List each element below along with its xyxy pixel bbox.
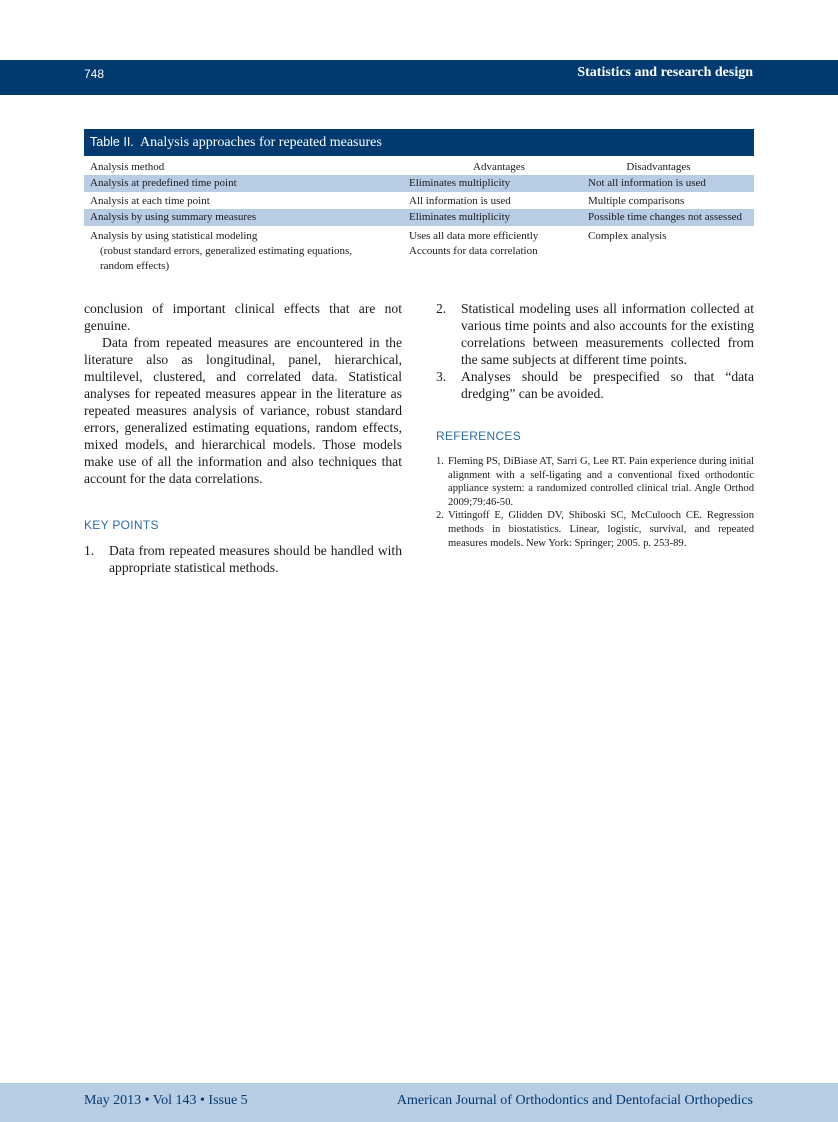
cell: random effects) bbox=[100, 260, 170, 272]
table-row bbox=[84, 209, 754, 226]
key-points-heading: KEY POINTS bbox=[84, 518, 159, 532]
section-title: Statistics and research design bbox=[577, 65, 753, 80]
cell: All information is used bbox=[409, 195, 511, 207]
paragraph: conclusion of important clinical effects that are not genuine. bbox=[84, 301, 402, 333]
table-title-bar bbox=[84, 129, 754, 156]
page-number: 748 bbox=[84, 67, 105, 81]
cell: Not all information is used bbox=[588, 177, 706, 189]
cell: Analysis by using summary measures bbox=[90, 211, 257, 223]
reference-text: Vittingoff E, Glidden DV, Shiboski SC, McCulooch CE. Regression methods in biostatistics. Linear, logistic, survival, and repeated measures models. New York: Springer; 2005. p. 253-89. bbox=[448, 510, 754, 549]
journal-name: American Journal of Orthodontics and Dentofacial Orthopedics bbox=[396, 1093, 753, 1108]
cell: (robust standard errors, generalized estimating equations, bbox=[100, 245, 353, 257]
column-header: Analysis method bbox=[90, 161, 165, 173]
table-title: Analysis approaches for repeated measures bbox=[140, 135, 382, 150]
cell: Accounts for data correlation bbox=[409, 245, 538, 257]
table-row bbox=[84, 192, 754, 209]
reference: 2. Vittingoff E, Glidden DV, Shiboski SC, McCulooch CE. Regression methods in biostatistics. Linear, logistic, survival, and repeated measures models. New York: Springer; 2005. p. 253-89. bbox=[436, 510, 754, 549]
issue-info: May 2013 • Vol 143 • Issue 5 bbox=[84, 1093, 248, 1108]
key-point: 2. Statistical modeling uses all information collected at various time points and also accounts for the existing correlations between measurements collected from the same subjects at different time points. bbox=[436, 301, 754, 367]
key-point-text: Data from repeated measures should be handled with appropriate statistical methods. bbox=[109, 543, 402, 575]
key-point: 1. Data from repeated measures should be handled with appropriate statistical methods. bbox=[84, 543, 402, 575]
cell: Possible time changes not assessed bbox=[588, 211, 742, 223]
cell: Analysis by using statistical modeling bbox=[90, 230, 258, 242]
table-header-row bbox=[84, 160, 754, 175]
paragraph: Data from repeated measures are encountered in the literature also as longitudinal, panel, hierarchical, multilevel, clustered, and correlated data. Statistical analyses for repeated measures appear in the literature as repeated measures analysis of variance, robust standard errors, generalized estimating equations, random effects, mixed models, and hierarchical models. Those models make use of all the information and also techniques that account for the data correlations. bbox=[84, 335, 402, 486]
left-column bbox=[84, 300, 402, 576]
cell: Uses all data more efficiently bbox=[409, 230, 539, 242]
reference: 1. Fleming PS, DiBiase AT, Sarri G, Lee RT. Pain experience during initial alignment with a self-ligating and a conventional fixed orthodontic appliance system: a randomized controlled clinical trial. Angle Orthod 2009;79:46-50. bbox=[436, 456, 754, 508]
cell: Eliminates multiplicity bbox=[409, 211, 511, 223]
key-point-text: Analyses should be prespecified so that “data dredging” can be avoided. bbox=[461, 369, 754, 401]
table-label: Table II. bbox=[90, 135, 134, 149]
references-heading: REFERENCES bbox=[436, 429, 522, 443]
cell: Analysis at each time point bbox=[90, 195, 210, 207]
cell: Multiple comparisons bbox=[588, 195, 685, 207]
cell: Analysis at predefined time point bbox=[90, 177, 237, 189]
key-point: 3. Analyses should be prespecified so that “data dredging” can be avoided. bbox=[436, 369, 754, 401]
column-header: Disadvantages bbox=[626, 161, 691, 173]
table-row bbox=[84, 175, 754, 192]
running-footer bbox=[0, 1083, 838, 1122]
running-header bbox=[0, 60, 838, 95]
table-row bbox=[84, 226, 754, 274]
table-analysis-approaches bbox=[84, 129, 754, 274]
cell: Eliminates multiplicity bbox=[409, 177, 511, 189]
key-point-text: Statistical modeling uses all information collected at various time points and also accounts for the existing correlations between measurements collected from the same subjects at different time points. bbox=[461, 301, 754, 367]
right-column bbox=[436, 300, 754, 550]
cell: Complex analysis bbox=[588, 230, 667, 242]
reference-text: Fleming PS, DiBiase AT, Sarri G, Lee RT. Pain experience during initial alignment with a self-ligating and a conventional fixed orthodontic appliance system: a randomized controlled clinical trial. Angle Orthod 2009;79:46-50. bbox=[448, 456, 754, 508]
column-header: Advantages bbox=[473, 161, 525, 173]
